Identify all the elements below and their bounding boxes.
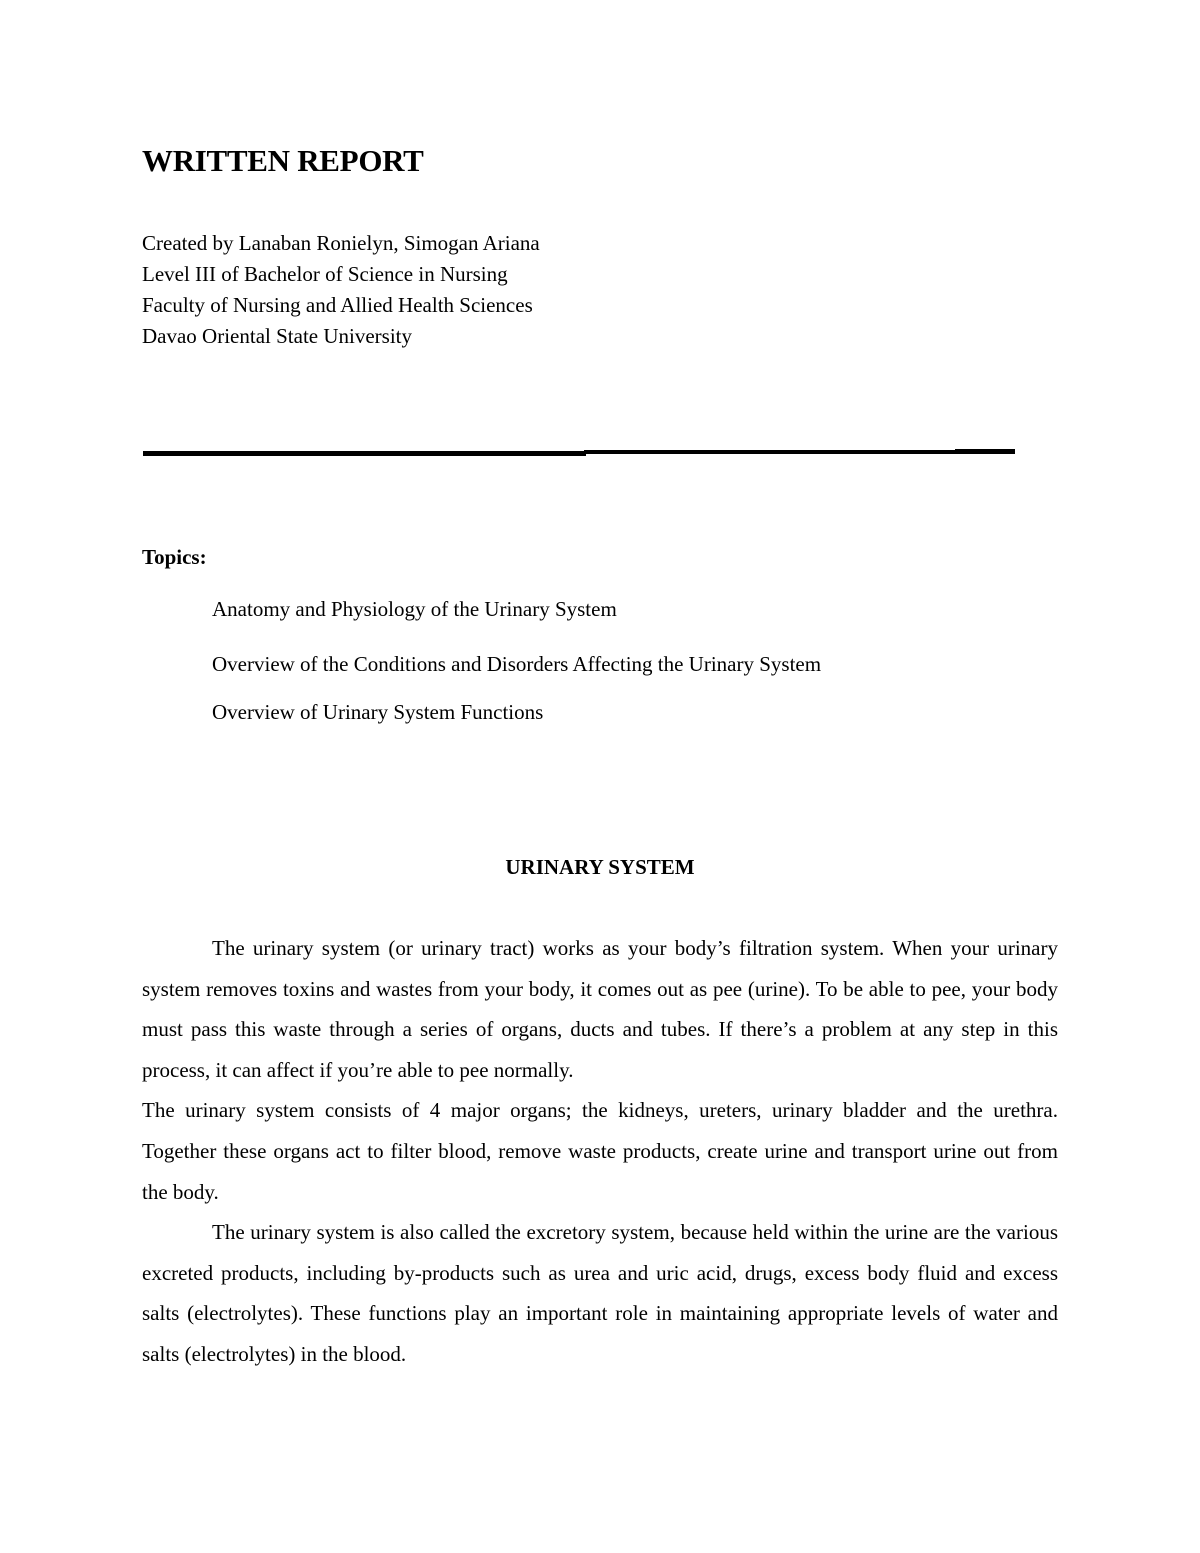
topic-item: Overview of Urinary System Functions [212,700,544,724]
level-line: Level III of Bachelor of Science in Nursing [142,262,508,286]
author-line: Created by Lanaban Ronielyn, Simogan Ariana [142,231,540,255]
horizontal-divider-segment [536,451,586,456]
faculty-line: Faculty of Nursing and Allied Health Sciences [142,293,533,317]
horizontal-divider-segment [955,449,1015,454]
topic-item: Overview of the Conditions and Disorders Affecting the Urinary System [212,652,822,676]
author-block [142,228,540,352]
topics-heading: Topics: [142,545,207,569]
body-text [142,928,1058,1375]
paragraph: The urinary system is also called the excretory system, because held within the urine are the various excreted products, including by-products such as urea and uric acid, drugs, excess body fluid and excess salts (electrolytes). These functions play an important role in maintaining appropriate levels of water and salts (electrolytes) in the blood. [142,1220,1058,1366]
horizontal-divider-segment [584,450,956,454]
topic-item: Anatomy and Physiology of the Urinary System [212,597,617,621]
horizontal-divider [143,451,538,456]
paragraph: The urinary system consists of 4 major organs; the kidneys, ureters, urinary bladder and the urethra. Together these organs act to filter blood, remove waste products, create urine and transport urine out from the body. [142,1098,1058,1204]
paragraph: The urinary system (or urinary tract) works as your body’s filtration system. When your urinary system removes toxins and wastes from your body, it comes out as pee (urine). To be able to pee, your body must pass this waste through a series of organs, ducts and tubes. If there’s a problem at any step in this process, it can affect if you’re able to pee normally. [142,936,1058,1082]
section-title: URINARY SYSTEM [505,855,695,879]
document-title: WRITTEN REPORT [142,143,424,178]
university-line: Davao Oriental State University [142,324,413,348]
